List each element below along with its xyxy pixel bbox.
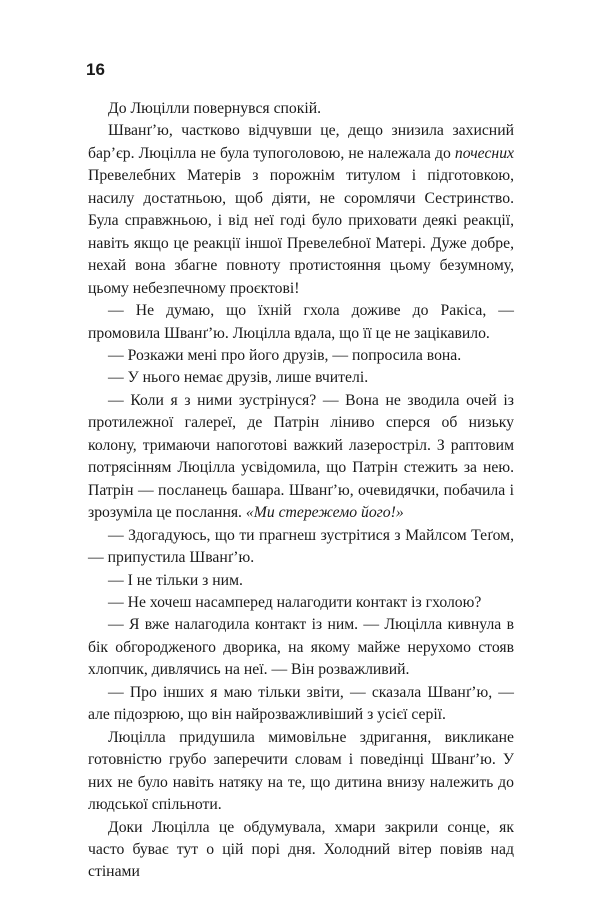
text-run: — Про інших я маю тільки звіти, — сказала Шванґ’ю, — але підозрюю, що він найрозважливіший з усієї серії. bbox=[88, 683, 514, 724]
paragraph bbox=[88, 614, 514, 681]
text-run: Превелебних Матерів з порожнім титулом і підготовкою, насилу достатньою, щоб діяти, не соромлячи Сестринство. Була справжньою, і від неї годі було приховати деякі реакції, навіть якщо це реакції іншої Превелебної Матері. Дуже добре, нехай вона збагне повноту протистояння цьому безумному, цьому небезпечному проєктові! bbox=[88, 167, 514, 297]
text-run: — Здогадуюсь, що ти прагнеш зустрітися з Майлсом Теґом, — припустила Шванґ’ю. bbox=[88, 526, 514, 567]
paragraph bbox=[88, 300, 514, 345]
paragraph bbox=[88, 345, 514, 367]
emphasis-text: «Ми стережемо його!» bbox=[245, 504, 404, 522]
text-run: — Не хочеш насамперед налагодити контакт із гхолою? bbox=[108, 593, 482, 611]
text-run: До Люцілли повернувся спокій. bbox=[108, 100, 322, 117]
paragraph bbox=[88, 570, 514, 592]
paragraph bbox=[88, 367, 514, 389]
paragraph bbox=[88, 98, 514, 120]
text-run: Люцілла придушила мимовільне здригання, викликане готовністю грубо заперечити словам і поведінці Шванґ’ю. У них не було навіть натяку на те, що дитина внизу належить до людської спільноти. bbox=[88, 728, 514, 814]
text-run: Доки Люцілла це обдумувала, хмари закрили сонце, як часто буває тут о цій порі дня. Холодний вітер повіяв над стінами bbox=[88, 818, 514, 881]
paragraph bbox=[88, 390, 514, 525]
text-run: — Не думаю, що їхній гхола доживе до Ракіса, — промовила Шванґ’ю. Люцілла вдала, що її це не зацікавило. bbox=[88, 302, 514, 342]
paragraph bbox=[88, 817, 514, 884]
text-run: — І не тільки з ним. bbox=[108, 571, 243, 589]
paragraph bbox=[88, 592, 514, 614]
text-run: — Розкажи мені про його друзів, — попросила вона. bbox=[108, 346, 462, 364]
text-run: — Я вже налагодила контакт із ним. — Люцілла кивнула в бік обгородженого дворика, на якому майже нерухомо стояв хлопчик, дивлячись на неї. — Він розважливий. bbox=[88, 616, 514, 679]
text-run: — У нього немає друзів, лише вчителі. bbox=[108, 369, 369, 387]
paragraph bbox=[88, 682, 514, 727]
paragraph bbox=[88, 727, 514, 817]
text-run: Шванґ’ю, частково відчувши це, дещо знизила захисний бар’єр. Люцілла не була тупоголовою, не належала до bbox=[88, 122, 514, 162]
paragraph bbox=[88, 120, 514, 300]
body-text bbox=[88, 98, 514, 884]
text-run: — Коли я з ними зустрінуся? — Вона не зводила очей із протилежної галереї, де Патрін ліниво сперся об низьку колону, тримаючи напоготові важкий лазерострiл. З раптовим потрясінням Люцілла усвідомила, що Патрін стежить за нею. Патрін — посланець башара. Шванґ’ю, очевидячки, побачила і зрозуміла це послання. bbox=[88, 391, 514, 522]
page-number: 16 bbox=[86, 60, 105, 79]
paragraph bbox=[88, 525, 514, 570]
emphasis-text: почесних bbox=[454, 144, 514, 162]
